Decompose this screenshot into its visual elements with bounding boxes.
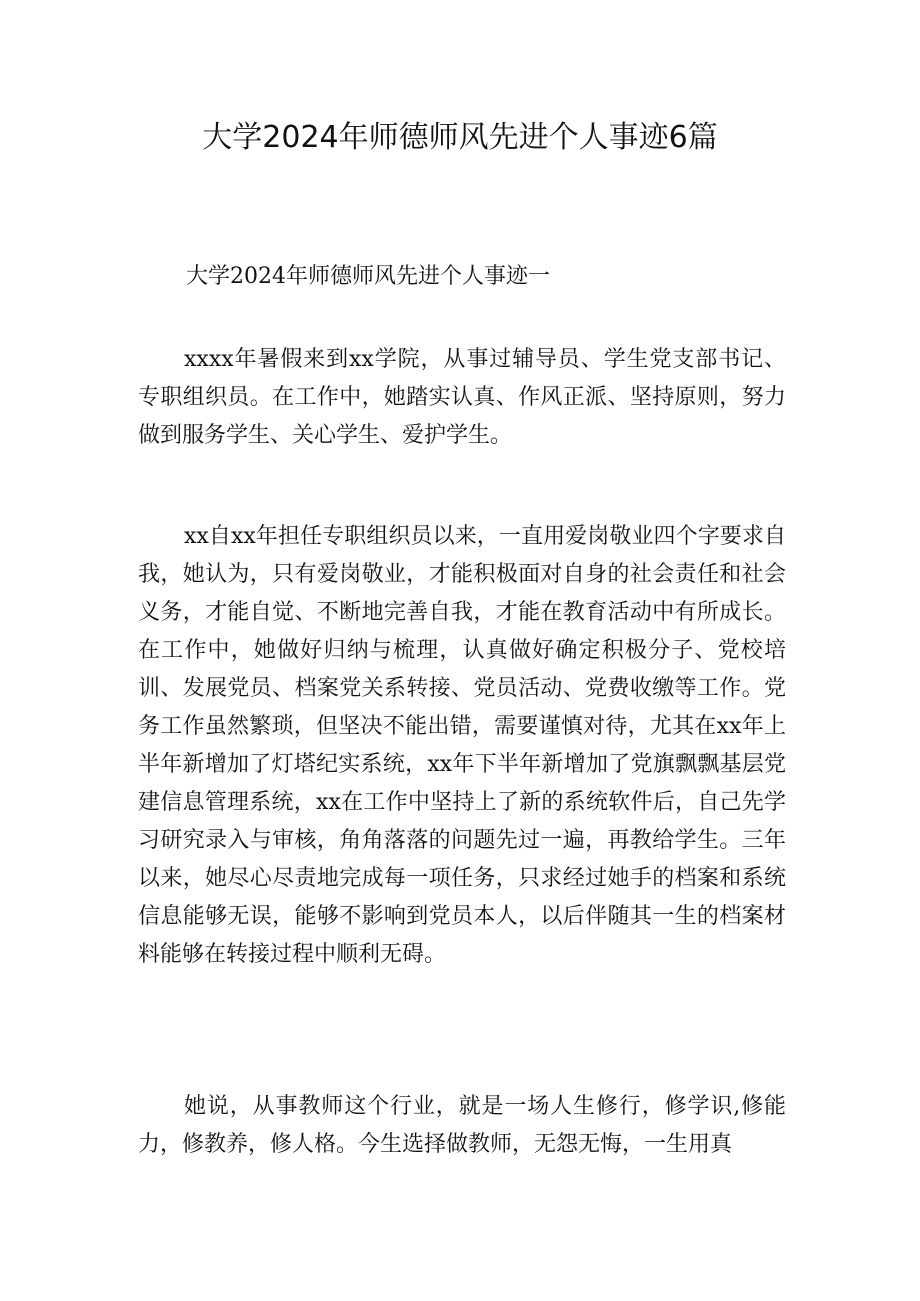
document-title: 大学2024年师德师风先进个人事迹6篇: [202, 120, 718, 155]
paragraph-1: xxxx年暑假来到xx学院，从事过辅导员、学生党支部书记、专职组织员。在工作中，她踏实认真、作风正派、坚持原则，努力做到服务学生、关心学生、爱护学生。: [138, 347, 786, 448]
paragraph-3: 她说，从事教师这个行业，就是一场人生修行，修学识,修能力，修教养，修人格。今生选择做教师，无怨无悔，一生用真: [138, 1094, 786, 1157]
paragraph-2: xx自xx年担任专职组织员以来，一直用爱岗敬业四个字要求自我，她认为，只有爱岗敬业，才能积极面对自身的社会责任和社会义务，才能自觉、不断地完善自我，才能在教育活动中有所成长。在工作中，她做好归纳与梳理，认真做好确定积极分子、党校培训、发展党员、档案党关系转接、党员活动、党费收缴等工作。党务工作虽然繁琐，但坚决不能出错，需要谨慎对待，尤其在xx年上半年新增加了灯塔纪实系统，xx年下半年新增加了党旗飘飘基层党建信息管理系统，xx在工作中坚持上了新的系统软件后，自己先学习研究录入与审核，角角落落的问题先过一遍，再教给学生。三年以来，她尽心尽责地完成每一项任务，只求经过她手的档案和系统信息能够无误，能够不影响到党员本人，以后伴随其一生的档案材料能够在转接过程中顺利无碍。: [138, 524, 786, 967]
section-heading: 大学2024年师德师风先进个人事迹一: [186, 264, 550, 289]
